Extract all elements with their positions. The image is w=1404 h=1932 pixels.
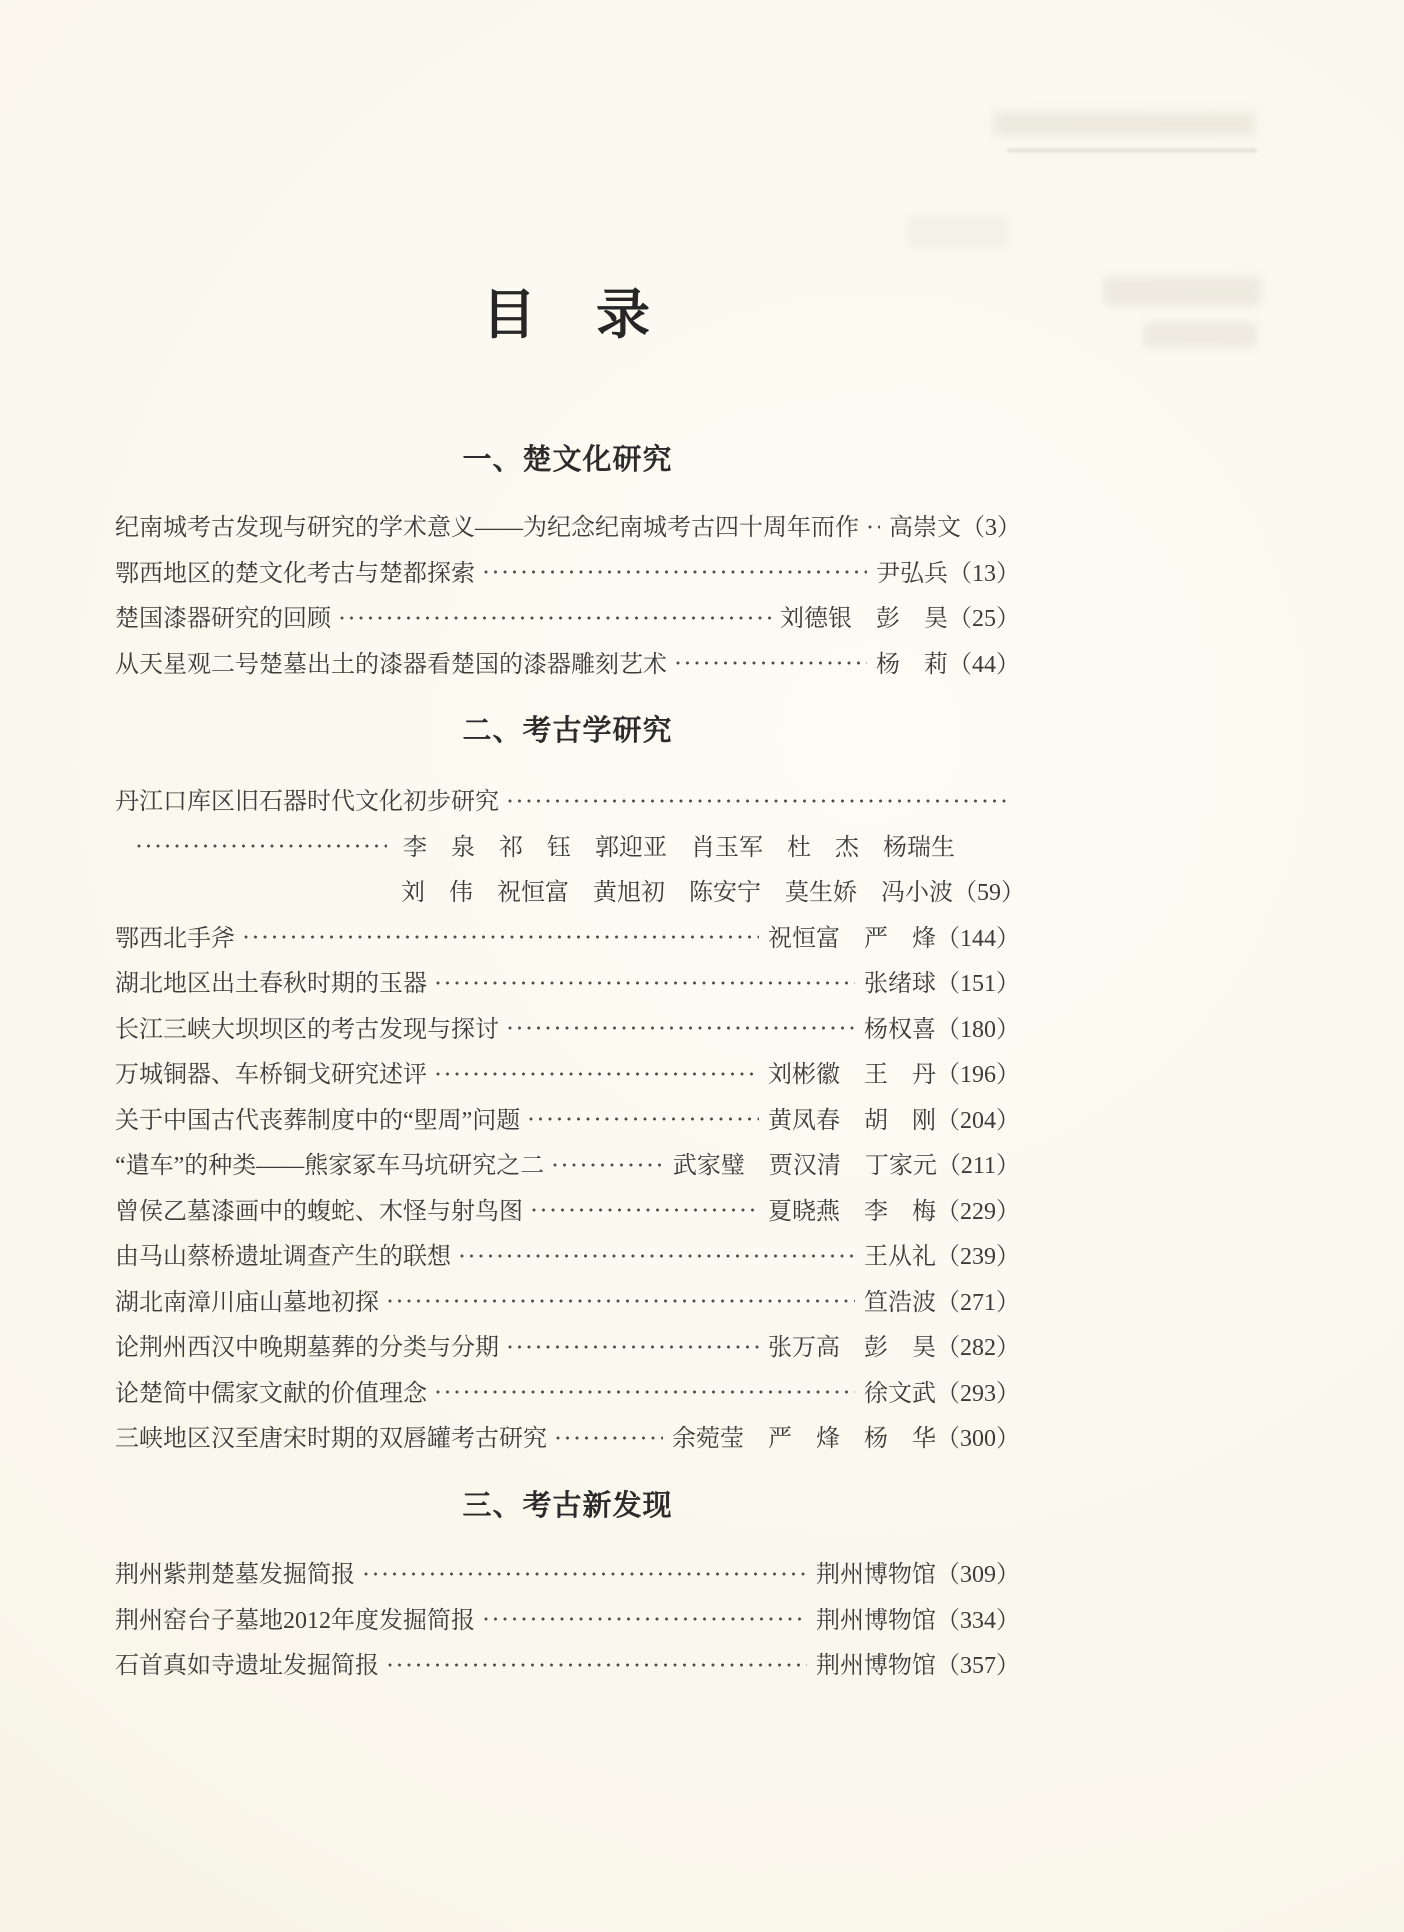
dot-leader <box>482 1615 807 1625</box>
toc-entry <box>115 1140 1020 1186</box>
entry-title: 丹江口库区旧石器时代文化初步研究 <box>115 789 499 816</box>
dot-leader <box>866 523 880 533</box>
dot-leader <box>506 1024 855 1034</box>
entry-authors: 武家璧 贾汉清 丁家元 <box>672 1153 937 1180</box>
entry-authors: 夏晓燕 李 梅 <box>768 1198 936 1225</box>
section-heading-archaeology: 二、考古学研究 <box>462 715 673 747</box>
dot-leader <box>482 568 867 578</box>
dot-leader <box>434 979 855 989</box>
toc-entry <box>115 1231 1020 1277</box>
toc-entry <box>115 1186 1020 1232</box>
dot-leader <box>527 1115 759 1125</box>
entry-title: 长江三峡大坝坝区的考古发现与探讨 <box>115 1016 499 1043</box>
dot-leader <box>386 1297 855 1307</box>
entry-authors: 尹弘兵 <box>876 560 948 587</box>
entry-page-number: （357） <box>936 1653 1020 1680</box>
toc-entry <box>115 1413 1020 1459</box>
entry-title: 鄂西北手斧 <box>115 925 235 952</box>
entry-authors: 张万高 彭 昊 <box>768 1335 936 1362</box>
entry-authors: 笪浩波 <box>864 1289 936 1316</box>
entry-page-number: （282） <box>936 1335 1020 1362</box>
entry-page-number: （44） <box>948 651 1020 678</box>
dot-leader <box>551 1161 664 1171</box>
section-entries <box>115 776 1025 1459</box>
entry-page-number: （13） <box>948 560 1020 587</box>
toc-entry <box>115 1368 1020 1414</box>
entry-page-number: （271） <box>936 1289 1020 1316</box>
entry-authors: 刘德银 彭 昊 <box>780 606 948 633</box>
toc-entry <box>115 913 1020 959</box>
entry-page-number: （334） <box>936 1607 1020 1634</box>
entry-page-number: （309） <box>936 1562 1020 1589</box>
bleed-through-rule <box>1007 149 1257 152</box>
page-title: 目 录 <box>482 285 653 345</box>
entry-title: 由马山蔡桥遗址调查产生的联想 <box>115 1244 451 1271</box>
entry-authors: 张绪球 <box>864 971 936 998</box>
toc-entry <box>115 1322 1020 1368</box>
entry-page-number: （229） <box>936 1198 1020 1225</box>
toc-entry <box>115 1277 1020 1323</box>
toc-entry <box>115 502 1020 548</box>
entry-title: 荆州窑台子墓地2012年度发掘简报 <box>115 1607 475 1634</box>
dot-leader <box>674 659 867 669</box>
section-entries <box>115 1549 1020 1686</box>
dot-leader <box>362 1570 807 1580</box>
entry-authors: 黄凤春 胡 刚 <box>768 1107 936 1134</box>
entry-title: “遣车”的种类——熊家冢车马坑研究之二 <box>115 1153 545 1180</box>
entry-title: 关于中国古代丧葬制度中的“堲周”问题 <box>115 1107 521 1134</box>
section-heading-chu-culture: 一、楚文化研究 <box>462 444 673 476</box>
entry-authors: 祝恒富 严 烽 <box>768 925 936 952</box>
entry-title: 石首真如寺遗址发掘简报 <box>115 1653 379 1680</box>
entry-authors: 高崇文 <box>889 515 961 542</box>
entry-authors: 刘 伟 祝恒富 黄旭初 陈安宁 莫生娇 冯小波 <box>401 880 953 907</box>
section-heading-new-discoveries: 三、考古新发现 <box>462 1490 673 1522</box>
entry-page-number: （151） <box>936 971 1020 998</box>
entry-title: 鄂西地区的楚文化考古与楚都探索 <box>115 560 475 587</box>
dot-leader <box>338 614 771 624</box>
dot-leader <box>434 1388 855 1398</box>
dot-leader <box>506 797 1011 807</box>
dot-leader <box>554 1434 663 1444</box>
toc-entry-authors-continuation <box>115 822 1020 868</box>
toc-entry <box>115 776 1020 822</box>
entry-authors: 杨权喜 <box>864 1016 936 1043</box>
entry-title: 曾侯乙墓漆画中的蝮蛇、木怪与射鸟图 <box>115 1198 523 1225</box>
toc-entry <box>115 1595 1020 1641</box>
bleed-through-smudge <box>1143 322 1257 348</box>
entry-title: 论楚简中儒家文献的价值理念 <box>115 1380 427 1407</box>
entry-page-number: （239） <box>936 1244 1020 1271</box>
dot-leader <box>135 842 387 852</box>
toc-entry <box>115 1095 1020 1141</box>
bleed-through-smudge <box>1103 276 1261 306</box>
entry-authors: 王从礼 <box>864 1244 936 1271</box>
entry-title: 荆州紫荆楚墓发掘简报 <box>115 1562 355 1589</box>
toc-entry <box>115 593 1020 639</box>
toc-content <box>115 0 1025 1932</box>
entry-page-number: （25） <box>948 606 1020 633</box>
entry-page-number: （300） <box>936 1426 1020 1453</box>
dot-leader <box>530 1206 759 1216</box>
entry-title: 万城铜器、车桥铜戈研究述评 <box>115 1062 427 1089</box>
toc-entry <box>115 1049 1020 1095</box>
entry-page-number: （211） <box>936 1153 1020 1180</box>
dot-leader <box>242 933 759 943</box>
bleed-through-smudge <box>993 112 1255 136</box>
toc-entry <box>115 1004 1020 1050</box>
toc-entry <box>115 1640 1020 1686</box>
entry-authors: 徐文武 <box>864 1380 936 1407</box>
entry-page-number: （180） <box>936 1016 1020 1043</box>
entry-page-number: （59） <box>953 880 1025 907</box>
dot-leader <box>386 1661 807 1671</box>
entry-authors: 李 泉 祁 钰 郭迎亚 肖玉军 杜 杰 杨瑞生 <box>403 834 955 861</box>
entry-title: 论荆州西汉中晚期墓葬的分类与分期 <box>115 1335 499 1362</box>
entry-title: 三峡地区汉至唐宋时期的双唇罐考古研究 <box>115 1426 547 1453</box>
entry-title: 湖北南漳川庙山墓地初探 <box>115 1289 379 1316</box>
entry-authors: 杨 莉 <box>876 651 948 678</box>
entry-page-number: （293） <box>936 1380 1020 1407</box>
entry-page-number: （3） <box>961 515 1021 542</box>
entry-page-number: （204） <box>936 1107 1020 1134</box>
entry-title: 纪南城考古发现与研究的学术意义——为纪念纪南城考古四十周年而作 <box>115 515 859 542</box>
dot-leader <box>434 1070 759 1080</box>
entry-authors: 余菀莹 严 烽 杨 华 <box>672 1426 936 1453</box>
entry-title: 从天星观二号楚墓出土的漆器看楚国的漆器雕刻艺术 <box>115 651 667 678</box>
toc-entry <box>115 548 1020 594</box>
entry-page-number: （196） <box>936 1062 1020 1089</box>
section-entries <box>115 502 1020 684</box>
entry-page-number: （144） <box>936 925 1020 952</box>
entry-authors: 刘彬徽 王 丹 <box>768 1062 936 1089</box>
entry-authors: 荆州博物馆 <box>816 1607 936 1634</box>
toc-entry <box>115 1549 1020 1595</box>
toc-entry <box>115 958 1020 1004</box>
entry-authors: 荆州博物馆 <box>816 1653 936 1680</box>
entry-authors: 荆州博物馆 <box>816 1562 936 1589</box>
entry-title: 湖北地区出土春秋时期的玉器 <box>115 971 427 998</box>
dot-leader <box>458 1252 855 1262</box>
dot-leader <box>506 1343 759 1353</box>
entry-title: 楚国漆器研究的回顾 <box>115 606 331 633</box>
toc-entry <box>115 639 1020 685</box>
toc-entry-authors-continuation <box>115 867 1025 913</box>
